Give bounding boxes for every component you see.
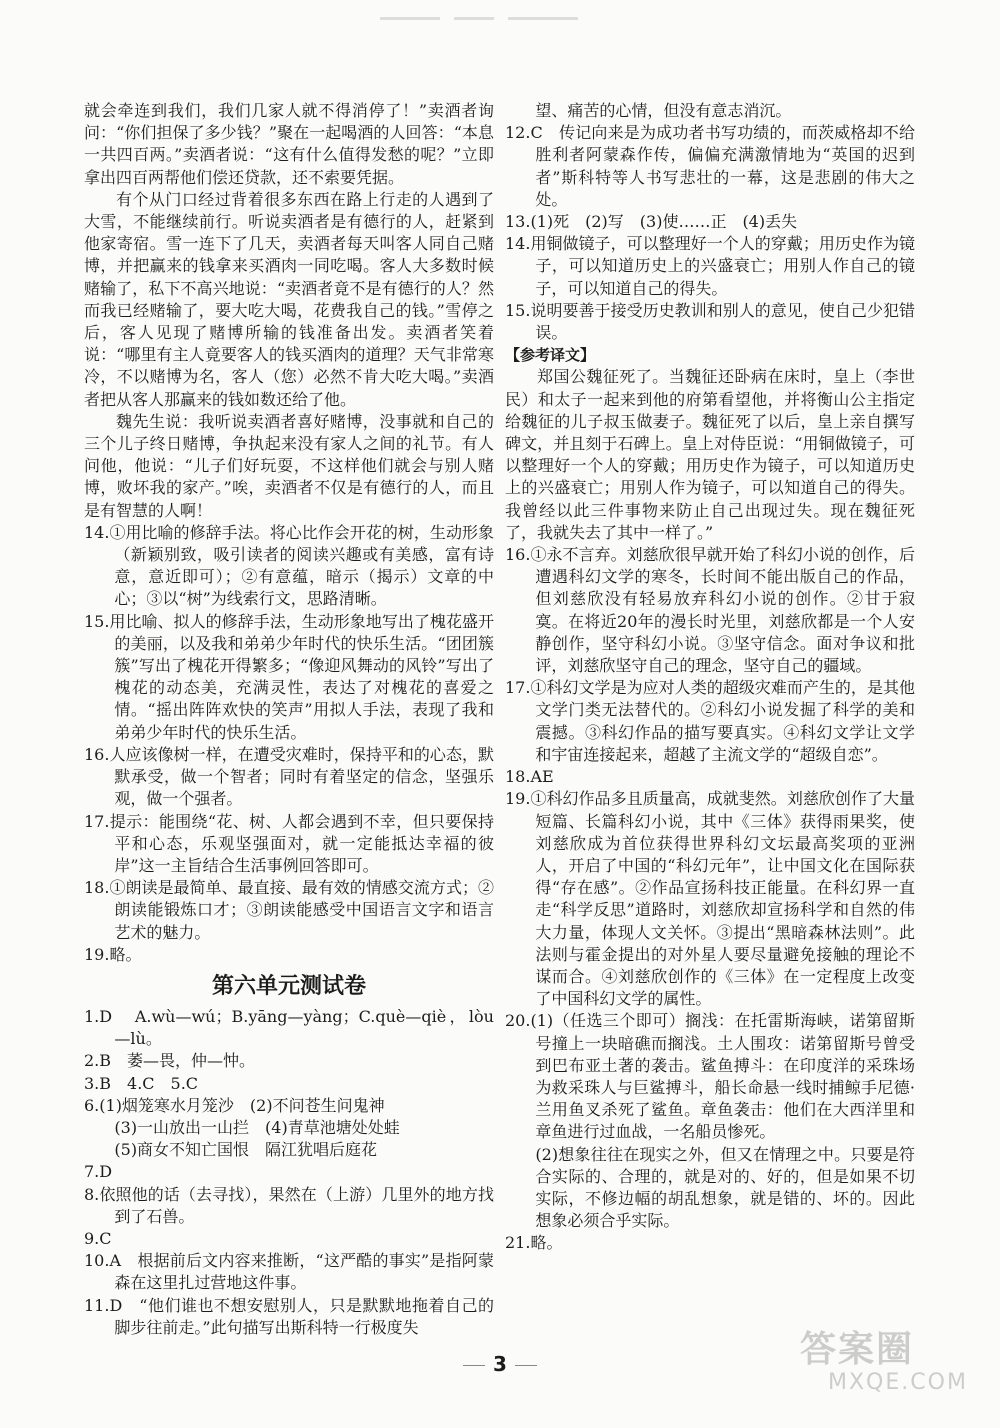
page-dash-right [515, 1365, 537, 1366]
answer-item: 17.提示：能围绕“花、树、人都会遇到不幸，但只要保持平和心态，乐观坚强面对，就一定能抵达幸福的彼岸”这一主旨结合生活事例回答即可。 [84, 811, 494, 875]
watermark-logo [800, 1329, 968, 1410]
answer-item: 18.AE [505, 767, 554, 787]
answer-item: 12.C 传记向来是为成功者书写功绩的，而茨威格却不给胜利者阿蒙森作传，偏偏充满激情地为“英国的迟到者”斯科特等人书写悲壮的一幕，这是悲剧的伟大之处。 [505, 123, 915, 209]
translation-paragraph: 魏先生说：我听说卖酒者喜好赌博，没事就和自己的三个儿子终日赌博，争执起来没有家人之间的礼节。有人问他，他说：“儿子们好玩耍，不这样他们就会与别人赌博，败坏我的家产。”唉，卖酒者不仅是有德行的人，而且是有智慧的人啊！ [84, 411, 494, 520]
answer-item: 7.D [84, 1162, 113, 1182]
answer-item: 14.①用比喻的修辞手法。将心比作会开花的树，生动形象（新颖别致，吸引读者的阅读兴趣或有美感，富有诗意，意近即可）；②有意蕴，暗示（揭示）文章的中心；③以“树”为线索行文，思路清晰。 [84, 522, 494, 609]
answer-item: 15.用比喻、拟人的修辞手法，生动形象地写出了槐花盛开的美丽，以及我和弟弟少年时代的快乐生活。“团团簇簇”写出了槐花开得繁多；“像迎风舞动的风铃”写出了槐花的动态美，充满灵性，表达了对槐花的喜爱之情。“摇出阵阵欢快的笑声”用拟人手法，表现了我和弟弟少年时代的快乐生活。 [84, 611, 494, 742]
answer-item: 16.①永不言弃。刘慈欣很早就开始了科幻小说的创作，后遭遇科幻文学的寒冬，长时间不能出版自己的作品，但刘慈欣没有轻易放弃科幻小说的创作。②甘于寂寞。在将近20年的漫长时光里，刘慈欣都是一个人安静创作，坚守科幻小说。③坚守信念。面对争议和批评，刘慈欣坚守自己的理念，坚守自己的疆域。 [505, 545, 915, 676]
watermark-line1: 答案圈 [800, 1329, 915, 1370]
answer-item: 16.人应该像树一样，在遭受灾难时，保持平和的心态，默默承受，做一个智者；同时有着坚定的信念，坚强乐观，做一个强者。 [84, 744, 494, 809]
answer-item: 9.C [84, 1228, 112, 1248]
right-column [505, 100, 915, 1255]
watermark-line2: MXQE.COM [828, 1370, 968, 1395]
answer-item: 10.A 根据前后文内容来推断，“这严酷的事实”是指阿蒙森在这里扎过营地这件事。 [84, 1251, 494, 1293]
answer-item: 21.略。 [505, 1233, 563, 1253]
translation-paragraph: 有个从门口经过背着很多东西在路上行走的人遇到了大雪，不能继续前行。听说卖酒者是有德行的人，赶紧到他家寄宿。雪一连下了几天，卖酒者每天叫客人同自己赌博，并把赢来的钱拿来买酒肉一同吃喝。客人大多数时候赌输了，私下不高兴地说：“卖酒者竟不是有德行的人？然而我已经赌输了，要大吃大喝，花费我自己的钱。”雪停之后，客人见现了赌博所输的钱准备出发。卖酒者笑着说：“哪里有主人竟要客人的钱买酒肉的道理？天气非常寒冷，不以赌博为名，客人（您）必然不肯大吃大喝。”卖酒者把从客人那赢来的钱如数还给了他。 [84, 189, 494, 409]
answer-item: 3.B 4.C 5.C [84, 1073, 199, 1093]
answer-item: 1.D A.wù—wú；B.yāng—yàng；C.què—qiè，lòu—lù。 [84, 1006, 494, 1049]
answer-item: 20.(1)（任选三个即可）搁浅：在托雷斯海峡，诺第留斯号撞上一块暗礁而搁浅。土人围攻：诺第留斯号曾受到巴布亚土著的袭击。鲨鱼搏斗：在印度洋的采珠场为救采珠人与巨鲨搏斗，船长命悬一线时捕鲸手尼德·兰用鱼叉杀死了鲨鱼。章鱼袭击：他们在大西洋里和章鱼进行过血战，一名船员惨死。 [505, 1011, 915, 1142]
answer-item: 19.略。 [84, 944, 142, 964]
answer-continuation: 望、痛苦的心情，但没有意志消沉。 [535, 101, 792, 120]
answer-item: 18.①朗读是最简单、最直接、最有效的情感交流方式；②朗读能锻炼口才；③朗读能感受中国语言文字和语言艺术的魅力。 [84, 878, 494, 942]
reference-label: 【 参考译文 】 [505, 344, 595, 366]
answer-item: (3)一山放出一山拦 (4)青草池塘处处蛙 [114, 1117, 400, 1137]
translation-paragraph: 就会牵连到我们，我们几家人就不得消停了！”卖酒者询问：“你们担保了多少钱？”聚在一起喝酒的人回答：“本息一共四百两。”卖酒者说：“这有什么值得发愁的呢？”立即拿出四百两帮他们偿还贷款，还不索要凭据。 [84, 101, 494, 187]
answer-item: 6.(1)烟笼寒水月笼沙 (2)不问苍生问鬼神 [84, 1095, 385, 1115]
left-column [84, 100, 494, 1339]
page-dash-left [463, 1365, 485, 1366]
answer-item: (5)商女不知亡国恨 隔江犹唱后庭花 [114, 1140, 378, 1160]
answer-item: 2.B 萎—畏，仲—忡。 [84, 1051, 256, 1071]
answer-item: 15.说明要善于接受历史教训和别人的意见，使自己少犯错误。 [505, 300, 915, 343]
answer-item: 14.用铜做镜子，可以整理好一个人的穿戴；用历史作为镜子，可以知道历史上的兴盛衰亡；用别人作自己的镜子，可以知道自己的得失。 [505, 234, 915, 298]
answer-item: 8.依照他的话（去寻找），果然在（上游）几里外的地方找到了石兽。 [84, 1184, 494, 1226]
page-number-text: 3 [493, 1352, 507, 1376]
reference-translation: 郑国公魏征死了。当魏征还卧病在床时，皇上（李世民）和太子一起来到他的府第看望他，并将衡山公主指定给魏征的儿子叔玉做妻子。魏征死了以后，皇上亲自撰写碑文，并且刻于石碑上。皇上对侍臣说：“用铜做镜子，可以整理好一个人的穿戴；用历史作为镜子，可以知道历史上的兴盛衰亡；用别人作为镜子，可以知道自己的得失。我曾经以此三件事物来防止自己出现过失。现在魏征死了，我就失去了其中一样了。” [505, 367, 915, 542]
answer-item: 19.①科幻作品多且质量高，成就斐然。刘慈欣创作了大量短篇、长篇科幻小说，其中《三体》获得雨果奖，使刘慈欣成为首位获得世界科幻文坛最高奖项的亚洲人，开启了中国的“科幻元年”，让中国文化在国际获得“存在感”。②作品宣扬科技正能量。在科幻界一直走“科学反思”道路时，刘慈欣却宣扬科学和自然的伟大力量，体现人文关怀。③提出“黑暗森林法则”。此法则与霍金提出的对外星人要尽量避免接触的理论不谋而合。④刘慈欣创作的《三体》在一定程度上改变了中国科幻文学的属性。 [505, 789, 915, 1009]
answer-item: 17.①科幻文学是为应对人类的超级灾难而产生的，是其他文学门类无法替代的。②科幻小说发掘了科学的美和震撼。③科幻作品的描写要真实。④科幻文学让文学和宇宙连接起来，超越了主流文学的“超级自恋”。 [505, 678, 915, 764]
answer-item: (2)想象往往在现实之外，但又在情理之中。只要是符合实际的、合理的，就是对的、好的，但是如果不切实际，不修边幅的胡乱想象，就是错的、坏的。因此想象必须合乎实际。 [535, 1144, 915, 1231]
answer-item: 11.D “他们谁也不想安慰别人，只是默默地拖着自己的脚步往前走。”此句描写出斯科特一行极度失 [84, 1295, 494, 1337]
reference-translation-heading [505, 344, 915, 366]
section-title: 第六单元测试卷 [211, 973, 366, 999]
answer-item: 13.(1)死 (2)写 (3)使……正 (4)丢失 [505, 212, 798, 232]
top-scan-mark [380, 8, 620, 22]
